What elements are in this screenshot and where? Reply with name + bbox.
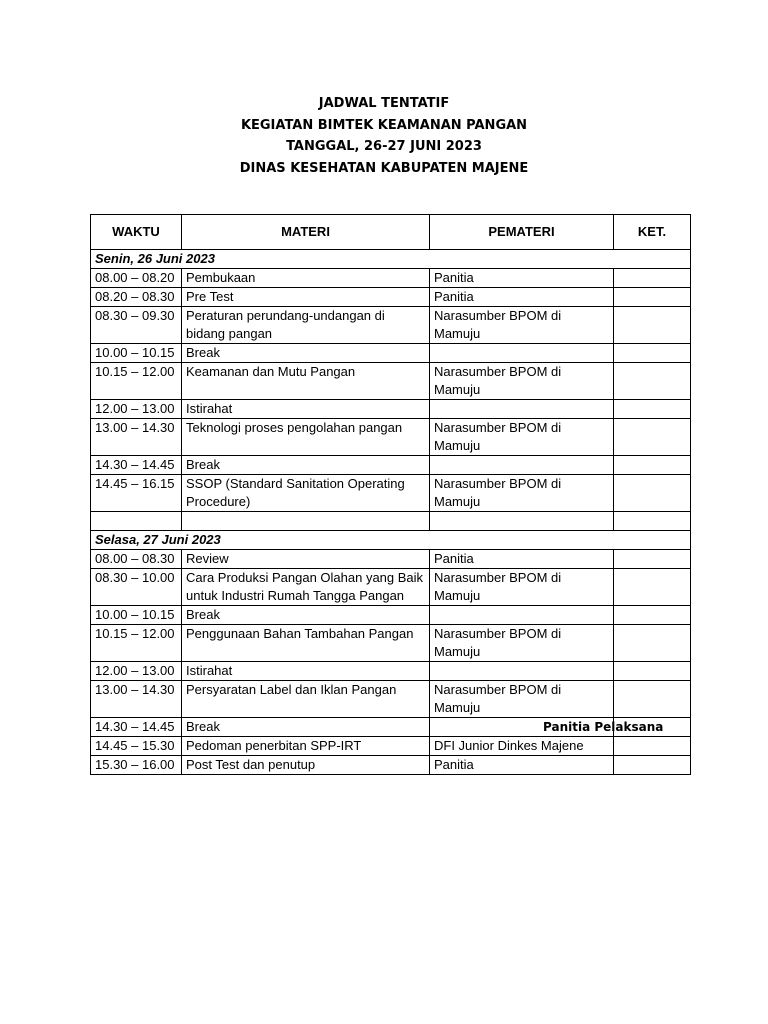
pemateri-cell: [430, 662, 614, 681]
pemateri-cell: DFI Junior Dinkes Majene: [430, 737, 614, 756]
table-row: [91, 662, 691, 681]
table-header-row: [91, 215, 691, 250]
time-cell: 10.15 – 12.00: [91, 625, 182, 662]
materi-cell: Break: [182, 606, 430, 625]
ket-cell: [614, 288, 691, 307]
table-row: [91, 550, 691, 569]
title-line-2: KEGIATAN BIMTEK KEAMANAN PANGAN: [240, 117, 528, 133]
table-row: [91, 606, 691, 625]
ket-cell: [614, 681, 691, 718]
ket-cell: [614, 475, 691, 512]
table-row: [91, 737, 691, 756]
pemateri-cell: Narasumber BPOM di Mamuju: [430, 569, 614, 606]
pemateri-cell: Panitia: [430, 756, 614, 775]
table-row: [91, 307, 691, 344]
materi-cell: Break: [182, 456, 430, 475]
ket-cell: [614, 550, 691, 569]
materi-cell: Pedoman penerbitan SPP-IRT: [182, 737, 430, 756]
ket-cell: [614, 363, 691, 400]
time-cell: 14.30 – 14.45: [91, 456, 182, 475]
time-cell: 08.30 – 09.30: [91, 307, 182, 344]
table-row: [91, 419, 691, 456]
table-row: [91, 456, 691, 475]
ket-cell: [614, 456, 691, 475]
materi-cell: Keamanan dan Mutu Pangan: [182, 363, 430, 400]
signature-label: Panitia Pelaksana: [543, 720, 664, 734]
pemateri-cell: [430, 400, 614, 419]
table-row: [91, 288, 691, 307]
ket-cell: [614, 400, 691, 419]
pemateri-cell: Narasumber BPOM di Mamuju: [430, 475, 614, 512]
table-row: [91, 363, 691, 400]
time-cell: 08.00 – 08.20: [91, 269, 182, 288]
materi-cell: Teknologi proses pengolahan pangan: [182, 419, 430, 456]
ket-cell: [614, 269, 691, 288]
table-row: [91, 400, 691, 419]
column-header-materi: MATERI: [182, 215, 430, 250]
empty-cell: [614, 512, 691, 531]
title-line-1: JADWAL TENTATIF: [318, 96, 450, 111]
table-row: [91, 625, 691, 662]
materi-cell: Pembukaan: [182, 269, 430, 288]
day-label: Senin, 26 Juni 2023: [91, 250, 691, 269]
materi-cell: Persyaratan Label dan Iklan Pangan: [182, 681, 430, 718]
materi-cell: Review: [182, 550, 430, 569]
time-cell: 13.00 – 14.30: [91, 681, 182, 718]
ket-cell: [614, 662, 691, 681]
materi-cell: Penggunaan Bahan Tambahan Pangan: [182, 625, 430, 662]
time-cell: 14.30 – 14.45: [91, 718, 182, 737]
column-header-waktu: WAKTU: [91, 215, 182, 250]
materi-cell: Istirahat: [182, 400, 430, 419]
ket-cell: [614, 419, 691, 456]
time-cell: 08.20 – 08.30: [91, 288, 182, 307]
materi-cell: Cara Produksi Pangan Olahan yang Baik untuk Industri Rumah Tangga Pangan: [182, 569, 430, 606]
pemateri-cell: Panitia: [430, 550, 614, 569]
pemateri-cell: Narasumber BPOM di Mamuju: [430, 363, 614, 400]
ket-cell: [614, 569, 691, 606]
ket-cell: [614, 756, 691, 775]
empty-cell: [430, 512, 614, 531]
materi-cell: SSOP (Standard Sanitation Operating Procedure): [182, 475, 430, 512]
time-cell: 10.00 – 10.15: [91, 344, 182, 363]
table-row: [91, 569, 691, 606]
time-cell: 08.00 – 08.30: [91, 550, 182, 569]
pemateri-cell: [430, 606, 614, 625]
pemateri-cell: Narasumber BPOM di Mamuju: [430, 681, 614, 718]
day-label: Selasa, 27 Juni 2023: [91, 531, 691, 550]
time-cell: 15.30 – 16.00: [91, 756, 182, 775]
materi-cell: Pre Test: [182, 288, 430, 307]
pemateri-cell: [430, 344, 614, 363]
pemateri-cell: Panitia: [430, 269, 614, 288]
pemateri-cell: Narasumber BPOM di Mamuju: [430, 307, 614, 344]
pemateri-cell: Panitia: [430, 288, 614, 307]
document-title: [0, 93, 768, 179]
ket-cell: [614, 606, 691, 625]
ket-cell: [614, 307, 691, 344]
pemateri-cell: Narasumber BPOM di Mamuju: [430, 625, 614, 662]
table-row: [91, 756, 691, 775]
materi-cell: Break: [182, 718, 430, 737]
time-cell: 08.30 – 10.00: [91, 569, 182, 606]
title-line-4: DINAS KESEHATAN KABUPATEN MAJENE: [239, 160, 529, 176]
pemateri-cell: [430, 456, 614, 475]
time-cell: 10.00 – 10.15: [91, 606, 182, 625]
ket-cell: [614, 625, 691, 662]
day-header-row: [91, 250, 691, 269]
time-cell: 14.45 – 16.15: [91, 475, 182, 512]
table-row: [91, 269, 691, 288]
time-cell: 12.00 – 13.00: [91, 400, 182, 419]
time-cell: 12.00 – 13.00: [91, 662, 182, 681]
time-cell: 13.00 – 14.30: [91, 419, 182, 456]
empty-cell: [91, 512, 182, 531]
title-line-3: TANGGAL, 26-27 JUNI 2023: [286, 139, 482, 154]
ket-cell: [614, 737, 691, 756]
schedule-table: [90, 214, 691, 775]
materi-cell: Post Test dan penutup: [182, 756, 430, 775]
time-cell: 10.15 – 12.00: [91, 363, 182, 400]
materi-cell: Istirahat: [182, 662, 430, 681]
column-header-ket: KET.: [614, 215, 691, 250]
materi-cell: Peraturan perundang-undangan di bidang pangan: [182, 307, 430, 344]
time-cell: 14.45 – 15.30: [91, 737, 182, 756]
table-row: [91, 475, 691, 512]
empty-row: [91, 512, 691, 531]
column-header-pemateri: PEMATERI: [430, 215, 614, 250]
empty-cell: [182, 512, 430, 531]
ket-cell: [614, 344, 691, 363]
table-row: [91, 681, 691, 718]
materi-cell: Break: [182, 344, 430, 363]
pemateri-cell: Narasumber BPOM di Mamuju: [430, 419, 614, 456]
table-row: [91, 344, 691, 363]
day-header-row: [91, 531, 691, 550]
